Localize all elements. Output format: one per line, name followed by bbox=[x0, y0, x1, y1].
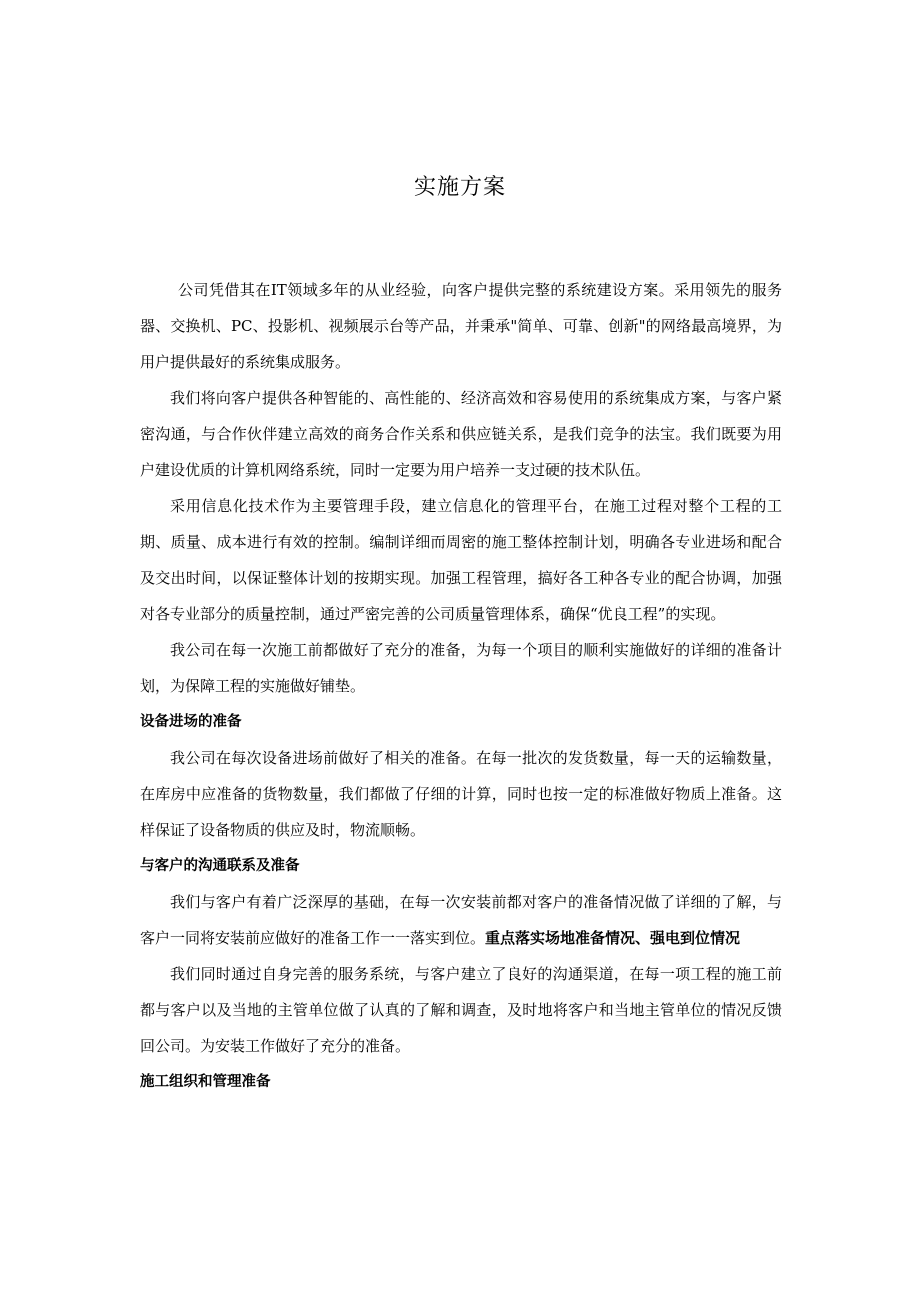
section-paragraph-equipment: 我公司在每次设备进场前做好了相关的准备。在每一批次的发货数量，每一天的运输数量，在库房中应准备的货物数量，我们都做了仔细的计算，同时也按一定的标准做好物质上准备。这样保证了设备物质的供应及时，物流顺畅。 bbox=[140, 749, 782, 839]
section-heading-equipment: 设备进场的准备 bbox=[140, 714, 242, 730]
intro-paragraph-2: 我们将向客户提供各种智能的、高性能的、经济高效和容易使用的系统集成方案，与客户紧密沟通，与合作伙伴建立高效的商务合作关系和供应链关系，是我们竞争的法宝。我们既要为用户建设优质的计算机网络系统，同时一定要为用户培养一支过硬的技术队伍。 bbox=[140, 389, 782, 479]
document-body bbox=[140, 272, 782, 1100]
section-paragraph-service-system: 我们同时通过自身完善的服务系统，与客户建立了良好的沟通渠道，在每一项工程的施工前都与客户以及当地的主管单位做了认真的了解和调查，及时地将客户和当地主管单位的情况反馈回公司。为安装工作做好了充分的准备。 bbox=[140, 965, 782, 1055]
intro-paragraph-4: 我公司在每一次施工前都做好了充分的准备，为每一个项目的顺利实施做好的详细的准备计划，为保障工程的实施做好铺垫。 bbox=[140, 641, 782, 695]
section-paragraph-client-communication bbox=[140, 884, 782, 956]
intro-paragraph-3: 采用信息化技术作为主要管理手段，建立信息化的管理平台，在施工过程对整个工程的工期、质量、成本进行有效的控制。编制详细而周密的施工整体控制计划，明确各专业进场和配合及交出时间，以保证整体计划的按期实现。加强工程管理，搞好各工种各专业的配合协调，加强对各专业部分的质量控制，通过严密完善的公司质量管理体系，确保“优良工程”的实现。 bbox=[140, 497, 782, 623]
section-heading-client-communication: 与客户的沟通联系及准备 bbox=[140, 858, 300, 874]
section-heading-construction-organization: 施工组织和管理准备 bbox=[140, 1074, 271, 1090]
client-communication-emphasis: 重点落实场地准备情况、强电到位情况 bbox=[485, 929, 741, 947]
client-communication-text: 我们与客户有着广泛深厚的基础，在每一次安装前都对客户的准备情况做了详细的了解，与客户一同将安装前应做好的准备工作一一落实到位。 bbox=[140, 893, 782, 947]
intro-paragraph-1: 公司凭借其在IT领域多年的从业经验，向客户提供完整的系统建设方案。采用领先的服务器、交换机、PC、投影机、视频展示台等产品，并秉承"简单、可靠、创新"的网络最高境界，为用户提供最好的系统集成服务。 bbox=[140, 281, 782, 371]
page-title: 实施方案 bbox=[413, 175, 506, 200]
